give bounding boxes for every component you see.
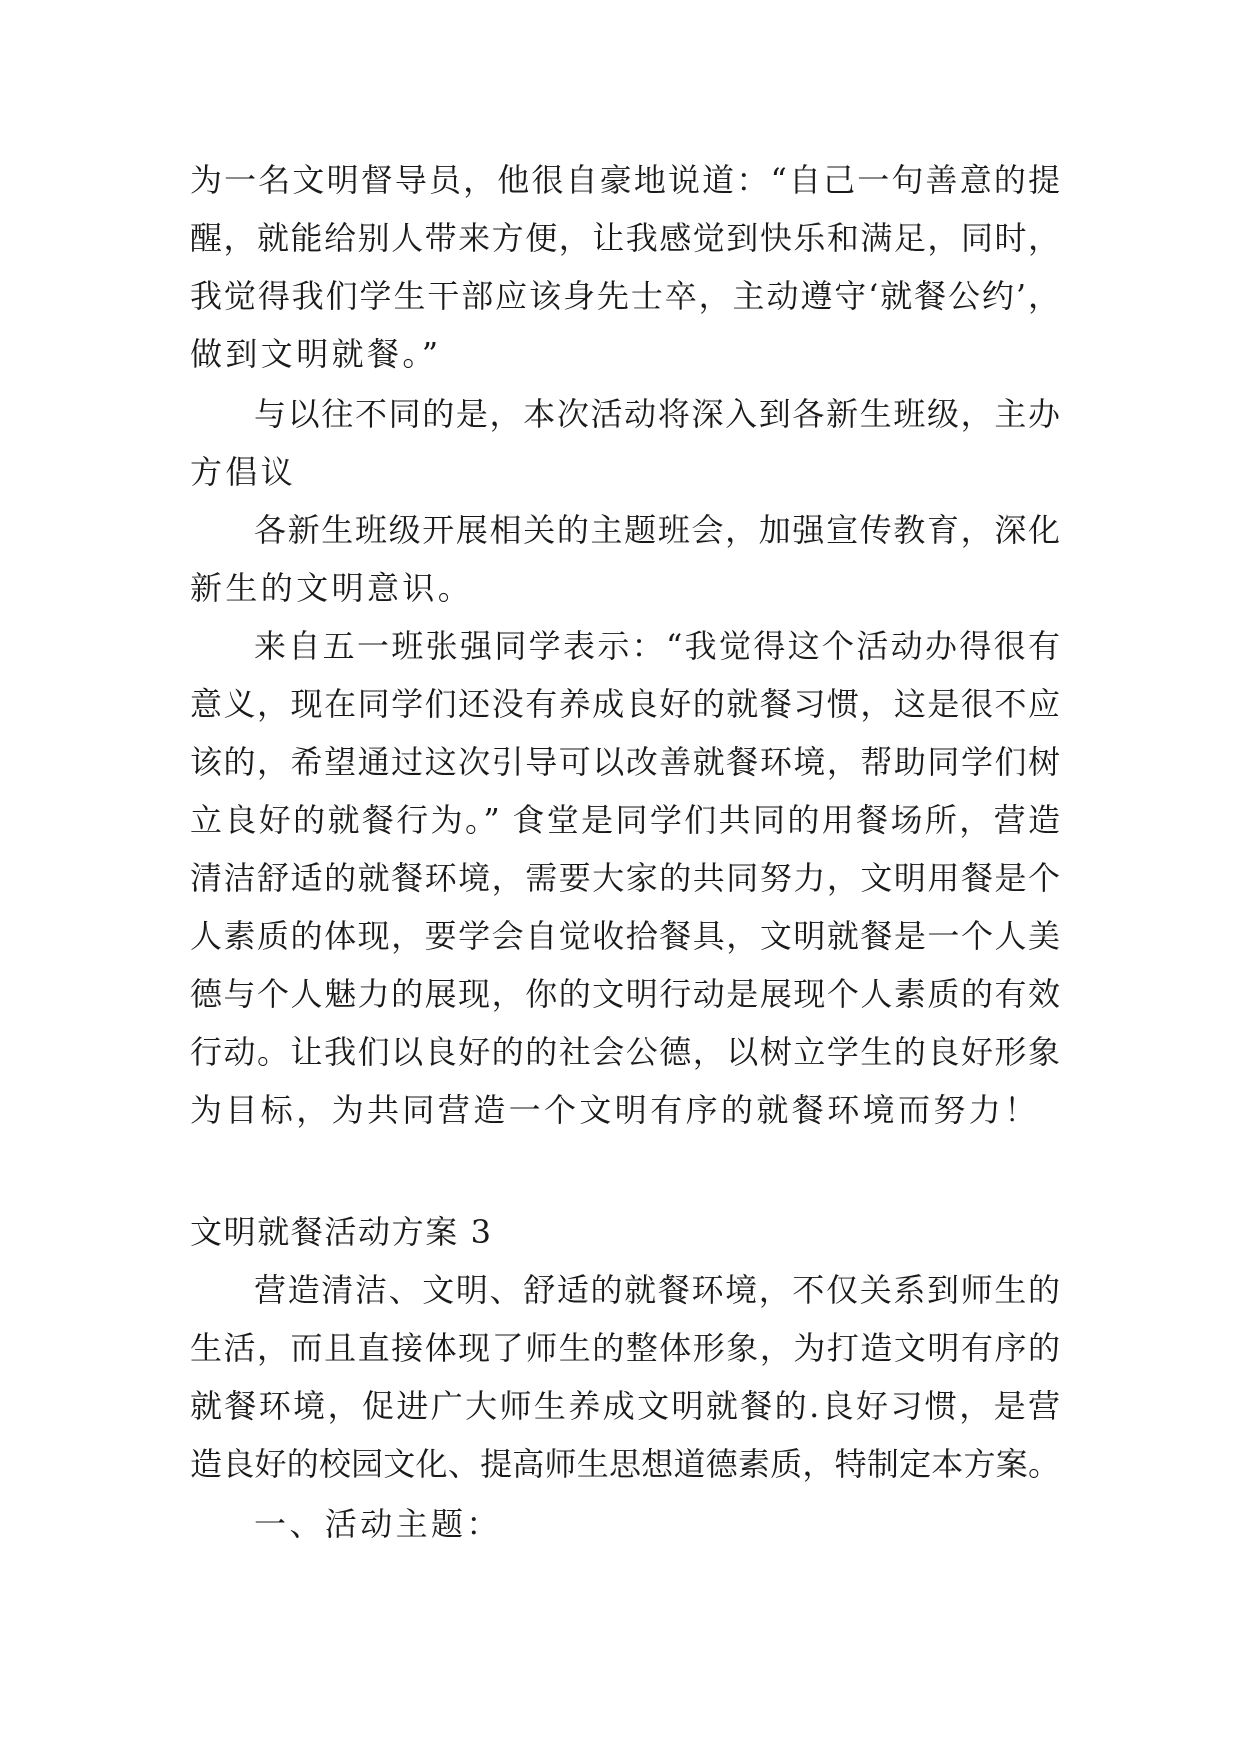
paragraph-line: 醒，就能给别人带来方便，让我感觉到快乐和满足，同时， xyxy=(190,219,1060,257)
paragraph-line: 我觉得我们学生干部应该身先士卒，主动遵守‘就餐公约’， xyxy=(190,277,1060,315)
paragraph-line: 营造清洁、文明、舒适的就餐环境，不仅关系到师生的 xyxy=(254,1271,1060,1309)
paragraph-line: 方倡议 xyxy=(190,453,297,491)
paragraph-line: 清洁舒适的就餐环境，需要大家的共同努力，文明用餐是个 xyxy=(190,859,1060,897)
paragraph-line: 就餐环境，促进广大师生养成文明就餐的.良好习惯，是营 xyxy=(190,1387,1060,1425)
paragraph-line: 人素质的体现，要学会自觉收拾餐具，文明就餐是一个人美 xyxy=(190,917,1060,955)
paragraph-line: 来自五一班张强同学表示：“我觉得这个活动办得很有 xyxy=(254,627,1060,665)
paragraph-line: 新生的文明意识。 xyxy=(190,569,474,607)
paragraph-line: 与以往不同的是，本次活动将深入到各新生班级，主办 xyxy=(254,395,1060,433)
paragraph-line: 立良好的就餐行为。” 食堂是同学们共同的用餐场所，营造 xyxy=(190,801,1060,839)
paragraph-line: 生活，而且直接体现了师生的整体形象，为打造文明有序的 xyxy=(190,1329,1060,1367)
paragraph-line: 为目标，为共同营造一个文明有序的就餐环境而努力！ xyxy=(190,1091,1040,1129)
paragraph-line: 造良好的校园文化、提高师生思想道德素质，特制定本方案。 xyxy=(190,1445,1060,1483)
paragraph-line: 意义，现在同学们还没有养成良好的就餐习惯，这是很不应 xyxy=(190,685,1060,723)
paragraph-line: 为一名文明督导员，他很自豪地说道：“自己一句善意的提 xyxy=(190,161,1060,199)
paragraph-line: 一、活动主题： xyxy=(254,1505,502,1543)
paragraph-line: 德与个人魅力的展现，你的文明行动是展现个人素质的有效 xyxy=(190,975,1060,1013)
paragraph-line: 做到文明就餐。” xyxy=(190,335,442,373)
section-heading: 文明就餐活动方案 3 xyxy=(190,1213,493,1251)
paragraph-line: 该的，希望通过这次引导可以改善就餐环境，帮助同学们树 xyxy=(190,743,1060,781)
paragraph-line: 行动。让我们以良好的的社会公德，以树立学生的良好形象 xyxy=(190,1033,1060,1071)
paragraph-line: 各新生班级开展相关的主题班会，加强宣传教育，深化 xyxy=(254,511,1060,549)
